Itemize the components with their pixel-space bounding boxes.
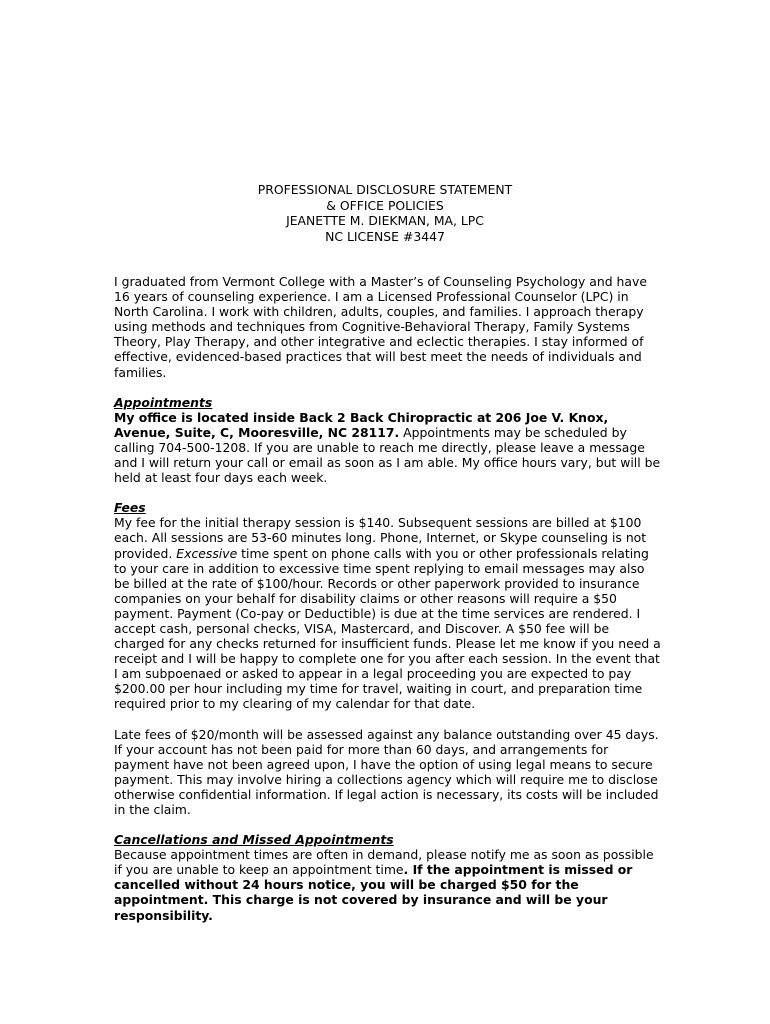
title-line-3: JEANETTE M. DIEKMAN, MA, LPC bbox=[286, 213, 484, 229]
appointments-text: Appointments may be scheduled by calling 704-500-1208. If you are unable to reach me directly, please leave a message and I will return your call or email as soon as I am able. My office hours vary, but will be held at least four days each week. bbox=[114, 424, 661, 486]
intro-paragraph: I graduated from Vermont College with a Master’s of Counseling Psychology and have 16 years of counseling experience. I am a Licensed Professional Counselor (LPC) in North Carolina. I work with children, adults, couples, and families. I approach therapy using methods and techniques from Cognitive-Behavioral Therapy, Family Systems Theory, Play Therapy, and other integrative and eclectic therapies. I stay informed of effective, evidenced-based practices that will best meet the needs of individuals and families. bbox=[114, 274, 647, 380]
cancellations-heading: Cancellations and Missed Appointments bbox=[114, 832, 394, 848]
office-location: My office is located inside Back 2 Back Chiropractic at 206 Joe V. Knox, Avenue, Suite, C, Mooresville, NC 28117. bbox=[114, 409, 609, 440]
document-body bbox=[114, 274, 662, 938]
title-line-1: PROFESSIONAL DISCLOSURE STATEMENT bbox=[257, 182, 513, 197]
title-line-4: NC LICENSE #3447 bbox=[325, 228, 445, 244]
cancellations-text: Because appointment times are often in demand, please notify me as soon as possible if you are unable to keep an appointment time bbox=[114, 847, 654, 878]
appointments-heading: Appointments bbox=[114, 394, 213, 410]
title-line-2: & OFFICE POLICIES bbox=[326, 197, 444, 213]
late-fees-paragraph: Late fees of $20/month will be assessed against any balance outstanding over 45 days. If your account has not been paid for more than 60 days, and arrangements for payment have not been agreed upon, I have the option of using legal means to secure payment. This may involve hiring a collections agency which will require me to disclose otherwise confidential information. If legal action is necessary, its costs will be included in the claim. bbox=[114, 726, 659, 817]
fees-text-emphasis: Excessive bbox=[176, 545, 238, 561]
fees-heading: Fees bbox=[114, 500, 146, 516]
cancellations-section bbox=[114, 832, 662, 923]
fees-text-b: time spent on phone calls with you or other professionals relating to your care in addition to excessive time spent replying to email messages may also be billed at the rate of $100/hour. Records or other paperwork provided to insurance companies on your behalf for disability claims or other reasons will require a $50 payment. Payment (Co-pay or Deductible) is due at the time services are rendered. I accept cash, personal checks, VISA, Mastercard, and Discover. A $50 fee will be charged for any checks returned for insufficient funds. Please let me know if you need a receipt and I will be happy to complete one for you after each session. In the event that I am subpoenaed or asked to appear in a legal proceeding you are expected to pay $200.00 per hour including my time for travel, waiting in court, and preparation time required prior to my clearing of my calendar for that date. bbox=[114, 545, 661, 712]
fees-text-a: My fee for the initial therapy session is $140. Subsequent sessions are billed at $100 each. All sessions are 53-60 minutes long. Phone, Internet, or Skype counseling is not provided. bbox=[114, 515, 647, 561]
fees-section bbox=[114, 500, 662, 711]
cancellations-bold-text: . If the appointment is missed or cancelled without 24 hours notice, you will be charged $50 for the appointment. This charge is not covered by insurance and will be your responsibility. bbox=[114, 862, 633, 923]
appointments-section bbox=[114, 395, 662, 486]
document-title bbox=[0, 182, 770, 244]
